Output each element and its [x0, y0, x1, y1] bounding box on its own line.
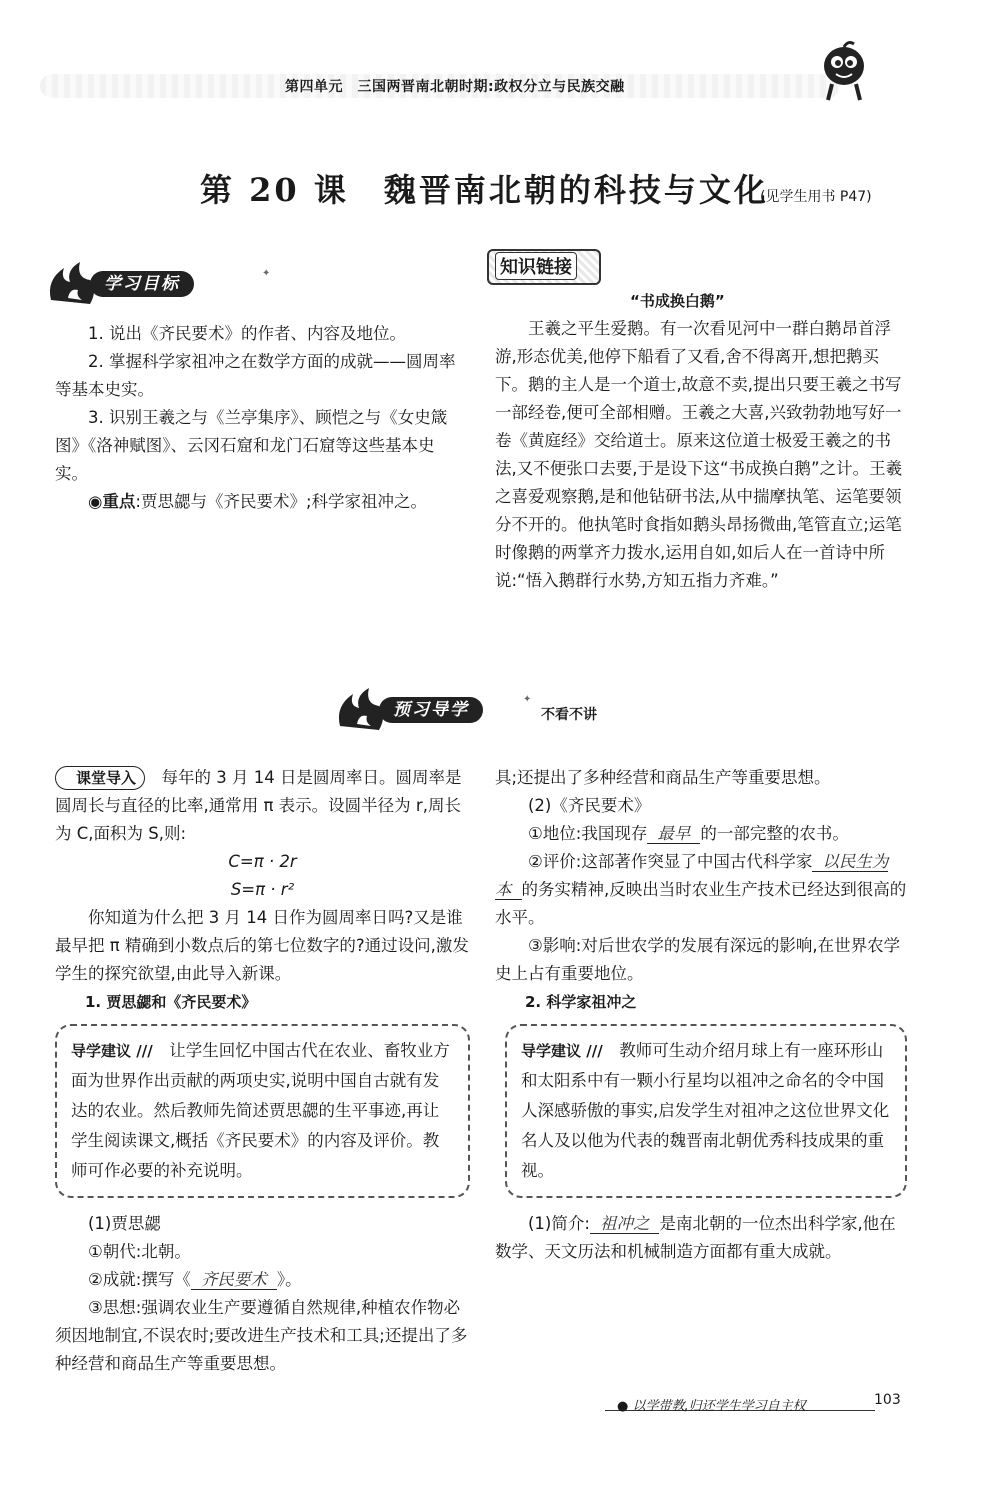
status-suffix: 的一部完整的农书。 — [700, 824, 849, 843]
knowledge-link-label: 知识链接 — [495, 252, 577, 280]
right-column — [495, 764, 907, 1266]
preview-badge — [335, 694, 635, 728]
unit-title: 第四单元 三国两晋南北朝时期:政权分立与民族交融 — [285, 79, 625, 95]
status-prefix: ①地位:我国现存 — [528, 824, 648, 843]
formula-area: S=π · r² — [230, 880, 295, 899]
zu-intro — [495, 1210, 907, 1266]
answer-blank: 以民生为本 — [495, 852, 889, 899]
lesson-title: 第 20 课 魏晋南北朝的科技与文化 — [200, 171, 769, 209]
sub-qmys: (2)《齐民要术》 — [528, 796, 651, 815]
guide-box-2: 导学建议 /// 教师可生动介绍月球上有一座环形山和太阳系中有一颗小行星均以祖冲之命名的令中国人深感骄傲的事实,启发学生对祖冲之这位世界文化名人及以他为代表的魏晋南北朝优秀科技成果的重视。 — [505, 1024, 907, 1198]
qmys-influence: ③影响:对后世农学的发展有深远的影响,在世界农学史上占有重要地位。 — [495, 936, 901, 983]
spark-icon: ✦ — [262, 268, 271, 279]
guide-label: 导学建议 — [521, 1042, 582, 1060]
preview-subtitle: 不看不讲 — [541, 707, 597, 723]
guide-text: 教师可生动介绍月球上有一座环形山和太阳系中有一颗小行星均以祖冲之命名的令中国人深感骄傲的事实,启发学生对祖冲之这位世界文化名人及以他为代表的魏晋南北朝优秀科技成果的重视。 — [521, 1041, 890, 1180]
achv-prefix: ②成就:撰写《 — [88, 1270, 191, 1289]
eval-suffix: 的务实精神,反映出当时农业生产技术已经达到很高的水平。 — [495, 880, 907, 927]
spark-icon: ✦ — [523, 694, 532, 705]
thought-continued: 具;还提出了多种经营和商品生产等重要思想。 — [495, 768, 831, 787]
formula-circumference: C=π · 2r — [228, 852, 297, 871]
intro-text: 每年的 3 月 14 日是圆周率日。圆周率是圆周长与直径的比率,通常用 π 表示。设圆半径为 r,周长为 C,面积为 S,则: — [55, 768, 462, 843]
left-column — [55, 764, 470, 1373]
sub-jia: (1)贾思勰 — [88, 1214, 161, 1233]
zu-suffix: 是南北朝的一位杰出科学家,他在数学、天文历法和机械制造方面都有重大成就。 — [495, 1214, 896, 1261]
qmys-evaluation — [495, 848, 907, 932]
intro-question: 你知道为什么把 3 月 14 日作为圆周率日吗?又是谁最早把 π 精确到小数点后的第七位数字的?通过设问,激发学生的探究欲望,由此导入新课。 — [55, 908, 469, 983]
page-number: 103 — [874, 1392, 901, 1408]
intro-paragraph — [55, 764, 470, 848]
story-text: 王羲之平生爱鹅。有一次看见河中一群白鹅昂首浮游,形态优美,他停下船看了又看,舍不得离开,想把鹅买下。鹅的主人是一个道士,故意不卖,提出只要王羲之书写一部经卷,便可全部相赠。王羲之大喜,兴致勃勃地写好一卷《黄庭经》交给道士。原来这位道士极爱王羲之的书法,又不便张口去要,于是设下这“书成换白鹅”之计。王羲之喜爱观察鹅,是和他钻研书法,从中揣摩执笔、运笔要领分不开的。他执笔时食指如鹅头昂扬微曲,笔管直立;运笔时像鹅的两掌齐力拨水,运用自如,如后人在一首诗中所说:“悟入鹅群行水势,方知五指力齐难。” — [495, 319, 903, 590]
goal-item: 2. 掌握科学家祖冲之在数学方面的成就——圆周率等基本史实。 — [55, 352, 456, 399]
jia-achievement — [55, 1266, 470, 1294]
guide-text: 让学生回忆中国古代在农业、畜牧业方面为世界作出贡献的两项史实,说明中国自古就有发达的农业。然后教师先简述贾思勰的生平事迹,再让学生阅读课文,概括《齐民要术》的内容及评价。教师可作必要的补充说明。 — [71, 1041, 450, 1180]
section1-title: 1. 贾思勰和《齐民要术》 — [85, 993, 257, 1011]
zu-prefix: (1)简介: — [528, 1214, 590, 1233]
answer-blank: 齐民要术 — [191, 1270, 277, 1290]
key-point-label: 重点 — [102, 492, 136, 511]
goal-key-point — [55, 488, 460, 516]
section2-title: 2. 科学家祖冲之 — [525, 993, 637, 1011]
student-book-ref: (见学生用书 P47) — [760, 189, 872, 205]
key-point-text: :贾思勰与《齐民要术》;科学家祖冲之。 — [135, 492, 428, 511]
answer-blank: 祖冲之 — [590, 1214, 660, 1234]
unit-header — [40, 68, 900, 104]
goals-badge-label: 学习目标 — [90, 271, 194, 297]
knowledge-link-badge — [487, 249, 601, 285]
story-body — [495, 315, 903, 595]
goals-list — [55, 320, 460, 516]
goals-badge — [46, 268, 276, 302]
qmys-status — [495, 820, 907, 848]
eval-prefix: ②评价:这部著作突显了中国古代科学家 — [528, 852, 813, 871]
jia-dynasty: ①朝代:北朝。 — [88, 1242, 191, 1261]
footer-slogan: ● 以学带教,归还学生学习自主权 — [617, 1399, 806, 1414]
preview-badge-label: 预习导学 — [379, 697, 483, 723]
story-title: “书成换白鹅” — [630, 292, 725, 310]
goal-item: 3. 识别王羲之与《兰亭集序》、顾恺之与《女史箴图》《洛神赋图》、云冈石窟和龙门石窟等这些基本史实。 — [55, 408, 448, 483]
class-intro-tag: 课堂导入 — [55, 766, 145, 790]
guide-box-1: 导学建议 /// 让学生回忆中国古代在农业、畜牧业方面为世界作出贡献的两项史实,说明中国自古就有发达的农业。然后教师先简述贾思勰的生平事迹,再让学生阅读课文,概括《齐民要术》的内容及评价。教师可作必要的补充说明。 — [55, 1024, 470, 1198]
slogan-text: 以学带教,归还学生学习自主权 — [632, 1399, 806, 1414]
guide-label: 导学建议 — [71, 1042, 132, 1060]
key-point-icon: ◉ — [88, 492, 103, 511]
mascot-icon — [818, 40, 870, 104]
jia-thought: ③思想:强调农业生产要遵循自然规律,种植农作物必须因地制宜,不误农时;要改进生产技术和工具;还提出了多种经营和商品生产等重要思想。 — [55, 1298, 468, 1373]
answer-blank: 最早 — [647, 824, 700, 844]
goal-item: 1. 说出《齐民要术》的作者、内容及地位。 — [88, 324, 406, 343]
achv-suffix: 》。 — [276, 1270, 302, 1289]
